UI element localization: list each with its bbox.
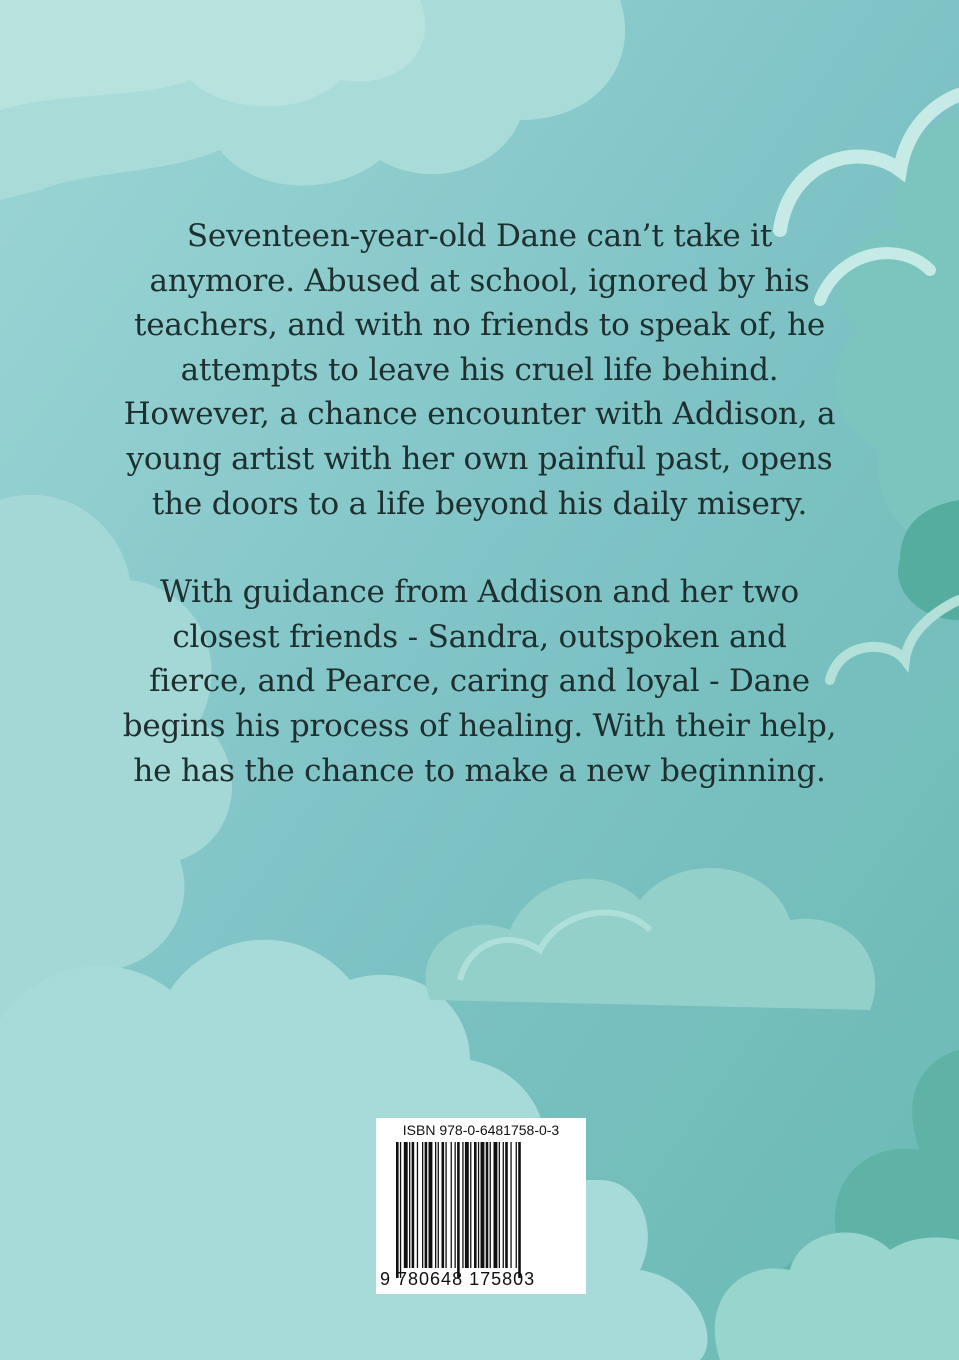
barcode-bar: [404, 1142, 408, 1268]
barcode-bar: [457, 1142, 460, 1278]
barcode-bar: [412, 1142, 415, 1268]
barcode-bar: [503, 1142, 504, 1268]
barcode-bar: [510, 1142, 511, 1268]
barcode-bar: [435, 1142, 436, 1268]
barcode-bars: [376, 1118, 586, 1294]
barcode-bar: [400, 1142, 401, 1278]
barcode-bar: [396, 1142, 399, 1278]
barcode-bar: [417, 1142, 418, 1268]
barcode-bar: [474, 1142, 477, 1268]
barcode-bar: [445, 1142, 446, 1268]
barcode-bar: [438, 1142, 439, 1268]
barcode-bar: [455, 1142, 456, 1268]
barcode-bar: [490, 1142, 491, 1268]
isbn-barcode: [376, 1118, 586, 1294]
blurb-paragraph-2: With guidance from Addison and her two closest friends - Sandra, outspoken and fierce, and Pearce, caring and loyal - Dane begins his process of healing. With their help, he has the chance to make a new beginning.: [122, 574, 837, 789]
barcode-bar: [409, 1142, 410, 1268]
barcode-bar: [470, 1142, 471, 1268]
barcode-bar: [465, 1142, 469, 1268]
barcode-bar: [422, 1142, 423, 1268]
barcode-bar: [505, 1142, 508, 1268]
barcode-bar: [518, 1142, 521, 1278]
blurb-paragraph-1: Seventeen-year-old Dane can’t take it anymore. Abused at school, ignored by his teachers, and with no friends to speak of, he attempts to leave his cruel life behind. However, a chance encounter with Addison, a young artist with her own painful past, opens the doors to a life beyond his daily misery.: [123, 218, 836, 522]
barcode-bar: [481, 1142, 485, 1268]
barcode-digits: 9 780648 175803: [380, 1269, 536, 1289]
barcode-bar: [516, 1142, 517, 1268]
barcode-bar: [494, 1142, 498, 1268]
isbn-label: ISBN 978-0-6481758-0-3: [402, 1122, 560, 1138]
barcode-bar: [486, 1142, 489, 1268]
barcode-bar: [451, 1142, 452, 1268]
barcode-bar: [499, 1142, 500, 1268]
barcode-bar: [478, 1142, 479, 1268]
back-cover-blurb: [120, 214, 839, 793]
barcode-bar: [429, 1142, 433, 1268]
barcode-bar: [425, 1142, 428, 1268]
barcode-bar: [462, 1142, 463, 1268]
barcode-bar: [442, 1142, 445, 1268]
